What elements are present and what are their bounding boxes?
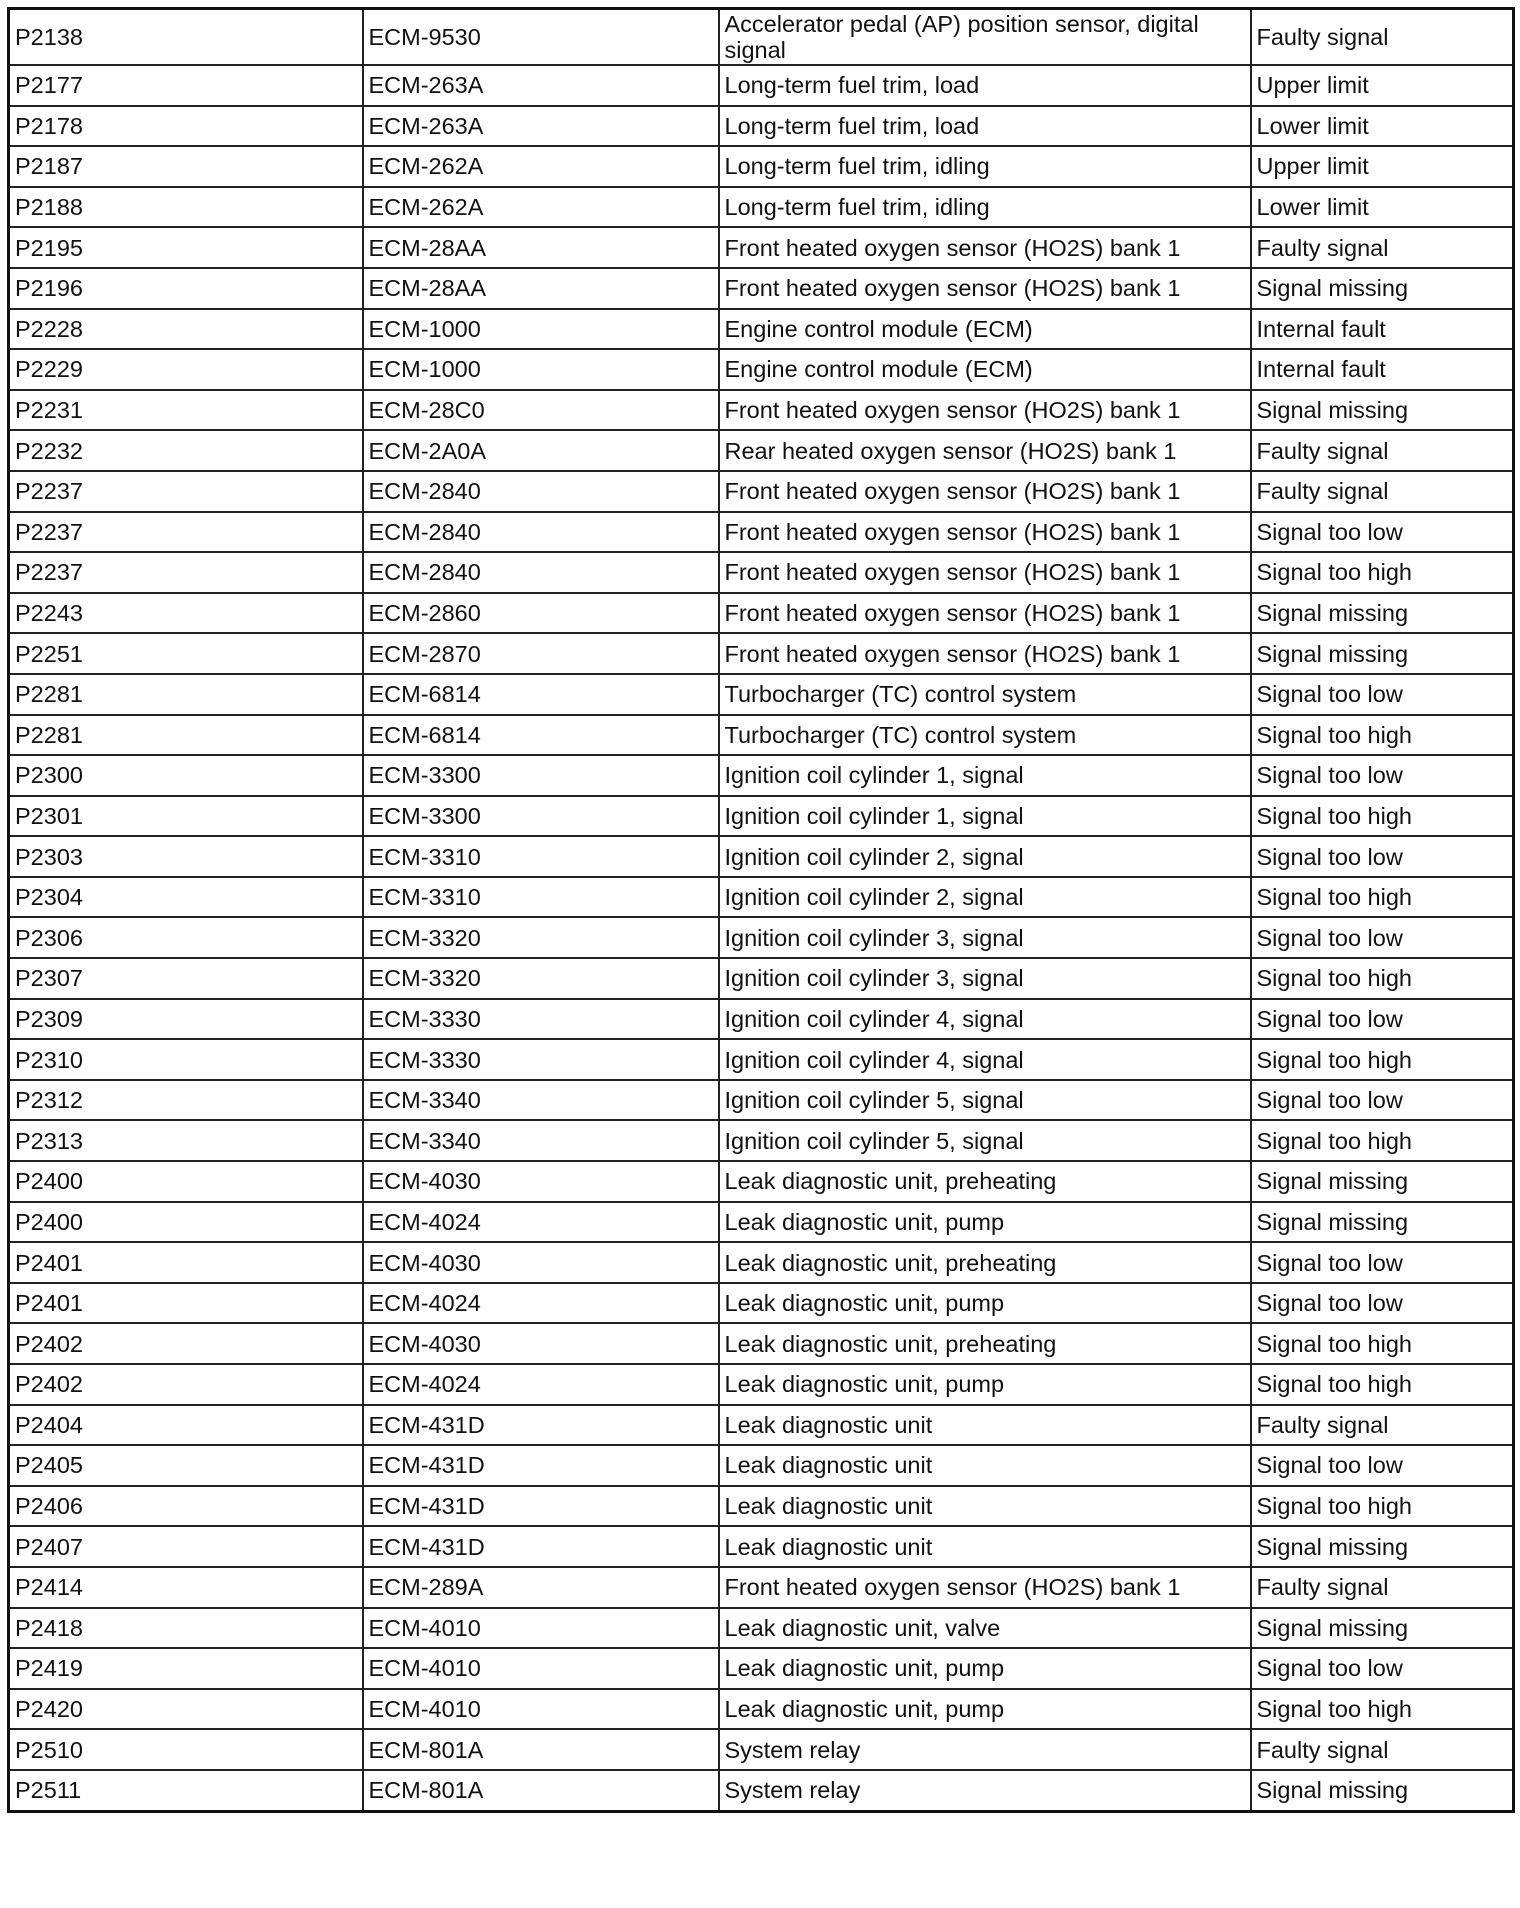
dtc-code-cell: P2231 [9,390,363,431]
ecm-code-cell: ECM-4024 [363,1364,719,1405]
component-cell: Ignition coil cylinder 4, signal [719,999,1251,1040]
table-row [9,1567,1514,1608]
status-cell: Signal too low [1251,836,1514,877]
table-row [9,1323,1514,1364]
dtc-code-cell: P2281 [9,715,363,756]
table-row [9,1526,1514,1567]
table-row [9,390,1514,431]
ecm-code-cell: ECM-4024 [363,1202,719,1243]
table-row [9,9,1514,66]
status-cell: Faulty signal [1251,1729,1514,1770]
status-cell: Signal too high [1251,796,1514,837]
ecm-code-cell: ECM-6814 [363,674,719,715]
component-cell: Leak diagnostic unit, preheating [719,1323,1251,1364]
table-row [9,430,1514,471]
ecm-code-cell: ECM-4030 [363,1242,719,1283]
status-cell: Signal too high [1251,877,1514,918]
table-row [9,1242,1514,1283]
table-row [9,1445,1514,1486]
dtc-code-cell: P2195 [9,227,363,268]
component-cell: Front heated oxygen sensor (HO2S) bank 1 [719,633,1251,674]
component-cell: Leak diagnostic unit, preheating [719,1161,1251,1202]
status-cell: Signal missing [1251,633,1514,674]
table-row [9,1648,1514,1689]
status-cell: Internal fault [1251,349,1514,390]
table-row [9,552,1514,593]
ecm-code-cell: ECM-2840 [363,512,719,553]
component-cell: Leak diagnostic unit, pump [719,1648,1251,1689]
ecm-code-cell: ECM-9530 [363,9,719,66]
component-cell: Accelerator pedal (AP) position sensor, digital signal [719,9,1251,66]
ecm-code-cell: ECM-1000 [363,309,719,350]
dtc-code-cell: P2401 [9,1242,363,1283]
dtc-code-cell: P2313 [9,1120,363,1161]
status-cell: Signal too high [1251,1364,1514,1405]
table-row [9,1405,1514,1446]
ecm-code-cell: ECM-289A [363,1567,719,1608]
ecm-code-cell: ECM-263A [363,106,719,147]
component-cell: Front heated oxygen sensor (HO2S) bank 1 [719,471,1251,512]
dtc-code-cell: P2312 [9,1080,363,1121]
table-row [9,877,1514,918]
status-cell: Signal too low [1251,1080,1514,1121]
table-row [9,309,1514,350]
status-cell: Faulty signal [1251,9,1514,66]
component-cell: Leak diagnostic unit, preheating [719,1242,1251,1283]
status-cell: Internal fault [1251,309,1514,350]
table-row [9,512,1514,553]
dtc-code-cell: P2228 [9,309,363,350]
component-cell: Leak diagnostic unit [719,1405,1251,1446]
component-cell: Leak diagnostic unit, pump [719,1689,1251,1730]
component-cell: Long-term fuel trim, load [719,65,1251,106]
component-cell: System relay [719,1729,1251,1770]
status-cell: Signal missing [1251,593,1514,634]
ecm-code-cell: ECM-431D [363,1526,719,1567]
component-cell: Leak diagnostic unit [719,1526,1251,1567]
table-row [9,1039,1514,1080]
status-cell: Signal too high [1251,1120,1514,1161]
dtc-code-cell: P2309 [9,999,363,1040]
ecm-code-cell: ECM-801A [363,1729,719,1770]
component-cell: Rear heated oxygen sensor (HO2S) bank 1 [719,430,1251,471]
ecm-code-cell: ECM-263A [363,65,719,106]
status-cell: Signal too low [1251,917,1514,958]
dtc-code-cell: P2405 [9,1445,363,1486]
status-cell: Signal too high [1251,1689,1514,1730]
ecm-code-cell: ECM-3300 [363,755,719,796]
ecm-code-cell: ECM-2870 [363,633,719,674]
table-row [9,227,1514,268]
dtc-code-cell: P2414 [9,1567,363,1608]
dtc-code-cell: P2304 [9,877,363,918]
dtc-code-cell: P2196 [9,268,363,309]
dtc-table-body [9,9,1514,1812]
component-cell: Long-term fuel trim, idling [719,146,1251,187]
table-row [9,471,1514,512]
status-cell: Faulty signal [1251,1405,1514,1446]
component-cell: Leak diagnostic unit, pump [719,1202,1251,1243]
component-cell: Front heated oxygen sensor (HO2S) bank 1 [719,390,1251,431]
dtc-code-cell: P2187 [9,146,363,187]
component-cell: Ignition coil cylinder 1, signal [719,755,1251,796]
dtc-code-cell: P2281 [9,674,363,715]
dtc-code-cell: P2232 [9,430,363,471]
ecm-code-cell: ECM-4030 [363,1161,719,1202]
dtc-code-cell: P2402 [9,1364,363,1405]
table-row [9,1080,1514,1121]
status-cell: Signal missing [1251,1608,1514,1649]
table-row [9,836,1514,877]
ecm-code-cell: ECM-4010 [363,1608,719,1649]
ecm-code-cell: ECM-28C0 [363,390,719,431]
component-cell: Ignition coil cylinder 2, signal [719,836,1251,877]
ecm-code-cell: ECM-4024 [363,1283,719,1324]
ecm-code-cell: ECM-28AA [363,227,719,268]
status-cell: Signal too high [1251,1486,1514,1527]
status-cell: Signal too low [1251,512,1514,553]
component-cell: Front heated oxygen sensor (HO2S) bank 1 [719,593,1251,634]
ecm-code-cell: ECM-3320 [363,917,719,958]
component-cell: Front heated oxygen sensor (HO2S) bank 1 [719,552,1251,593]
dtc-code-cell: P2419 [9,1648,363,1689]
ecm-code-cell: ECM-4030 [363,1323,719,1364]
table-row [9,1120,1514,1161]
status-cell: Signal missing [1251,390,1514,431]
table-row [9,1729,1514,1770]
status-cell: Signal too low [1251,674,1514,715]
dtc-code-cell: P2243 [9,593,363,634]
dtc-code-cell: P2301 [9,796,363,837]
component-cell: Ignition coil cylinder 3, signal [719,958,1251,999]
component-cell: Ignition coil cylinder 4, signal [719,1039,1251,1080]
table-row [9,674,1514,715]
ecm-code-cell: ECM-2840 [363,552,719,593]
dtc-code-cell: P2237 [9,552,363,593]
status-cell: Signal too low [1251,999,1514,1040]
table-row [9,715,1514,756]
status-cell: Faulty signal [1251,430,1514,471]
ecm-code-cell: ECM-28AA [363,268,719,309]
dtc-code-cell: P2307 [9,958,363,999]
ecm-code-cell: ECM-3320 [363,958,719,999]
dtc-code-cell: P2237 [9,471,363,512]
dtc-code-cell: P2310 [9,1039,363,1080]
component-cell: Ignition coil cylinder 1, signal [719,796,1251,837]
component-cell: Leak diagnostic unit, valve [719,1608,1251,1649]
dtc-table-container [7,7,1515,1813]
ecm-code-cell: ECM-431D [363,1405,719,1446]
component-cell: Long-term fuel trim, load [719,106,1251,147]
status-cell: Signal too high [1251,715,1514,756]
component-cell: Ignition coil cylinder 2, signal [719,877,1251,918]
ecm-code-cell: ECM-2860 [363,593,719,634]
status-cell: Lower limit [1251,106,1514,147]
component-cell: Ignition coil cylinder 3, signal [719,917,1251,958]
status-cell: Faulty signal [1251,227,1514,268]
component-cell: Leak diagnostic unit, pump [719,1283,1251,1324]
ecm-code-cell: ECM-3310 [363,836,719,877]
table-row [9,1689,1514,1730]
dtc-code-cell: P2400 [9,1161,363,1202]
table-row [9,917,1514,958]
component-cell: Front heated oxygen sensor (HO2S) bank 1 [719,227,1251,268]
status-cell: Signal too low [1251,1283,1514,1324]
component-cell: Leak diagnostic unit [719,1445,1251,1486]
dtc-table [7,7,1515,1813]
ecm-code-cell: ECM-6814 [363,715,719,756]
status-cell: Upper limit [1251,146,1514,187]
ecm-code-cell: ECM-2A0A [363,430,719,471]
status-cell: Signal too low [1251,1648,1514,1689]
component-cell: Engine control module (ECM) [719,349,1251,390]
dtc-code-cell: P2178 [9,106,363,147]
table-row [9,1770,1514,1811]
dtc-code-cell: P2400 [9,1202,363,1243]
ecm-code-cell: ECM-3300 [363,796,719,837]
component-cell: Engine control module (ECM) [719,309,1251,350]
ecm-code-cell: ECM-262A [363,146,719,187]
ecm-code-cell: ECM-262A [363,187,719,228]
component-cell: Turbocharger (TC) control system [719,715,1251,756]
component-cell: Ignition coil cylinder 5, signal [719,1120,1251,1161]
component-cell: System relay [719,1770,1251,1811]
table-row [9,1608,1514,1649]
dtc-code-cell: P2177 [9,65,363,106]
dtc-code-cell: P2401 [9,1283,363,1324]
dtc-code-cell: P2420 [9,1689,363,1730]
ecm-code-cell: ECM-3330 [363,999,719,1040]
component-cell: Turbocharger (TC) control system [719,674,1251,715]
table-row [9,349,1514,390]
dtc-code-cell: P2418 [9,1608,363,1649]
dtc-code-cell: P2237 [9,512,363,553]
status-cell: Lower limit [1251,187,1514,228]
status-cell: Signal too low [1251,1242,1514,1283]
table-row [9,999,1514,1040]
ecm-code-cell: ECM-801A [363,1770,719,1811]
table-row [9,187,1514,228]
table-row [9,146,1514,187]
dtc-code-cell: P2138 [9,9,363,66]
status-cell: Signal too high [1251,958,1514,999]
dtc-code-cell: P2406 [9,1486,363,1527]
dtc-code-cell: P2251 [9,633,363,674]
dtc-code-cell: P2402 [9,1323,363,1364]
component-cell: Leak diagnostic unit, pump [719,1364,1251,1405]
ecm-code-cell: ECM-4010 [363,1648,719,1689]
table-row [9,1364,1514,1405]
status-cell: Signal too high [1251,1323,1514,1364]
status-cell: Signal too low [1251,755,1514,796]
status-cell: Faulty signal [1251,471,1514,512]
status-cell: Signal missing [1251,268,1514,309]
ecm-code-cell: ECM-1000 [363,349,719,390]
status-cell: Signal too high [1251,552,1514,593]
status-cell: Signal missing [1251,1202,1514,1243]
table-row [9,268,1514,309]
table-row [9,796,1514,837]
dtc-code-cell: P2511 [9,1770,363,1811]
dtc-code-cell: P2306 [9,917,363,958]
status-cell: Faulty signal [1251,1567,1514,1608]
status-cell: Upper limit [1251,65,1514,106]
ecm-code-cell: ECM-431D [363,1445,719,1486]
table-row [9,1161,1514,1202]
table-row [9,633,1514,674]
component-cell: Ignition coil cylinder 5, signal [719,1080,1251,1121]
dtc-code-cell: P2188 [9,187,363,228]
table-row [9,1283,1514,1324]
table-row [9,106,1514,147]
status-cell: Signal missing [1251,1161,1514,1202]
ecm-code-cell: ECM-3330 [363,1039,719,1080]
component-cell: Front heated oxygen sensor (HO2S) bank 1 [719,1567,1251,1608]
component-cell: Front heated oxygen sensor (HO2S) bank 1 [719,512,1251,553]
dtc-code-cell: P2229 [9,349,363,390]
table-row [9,1202,1514,1243]
table-row [9,755,1514,796]
dtc-code-cell: P2300 [9,755,363,796]
table-row [9,1486,1514,1527]
dtc-code-cell: P2303 [9,836,363,877]
ecm-code-cell: ECM-2840 [363,471,719,512]
dtc-code-cell: P2407 [9,1526,363,1567]
component-cell: Front heated oxygen sensor (HO2S) bank 1 [719,268,1251,309]
ecm-code-cell: ECM-3310 [363,877,719,918]
table-row [9,958,1514,999]
ecm-code-cell: ECM-3340 [363,1120,719,1161]
status-cell: Signal too high [1251,1039,1514,1080]
component-cell: Leak diagnostic unit [719,1486,1251,1527]
dtc-code-cell: P2404 [9,1405,363,1446]
status-cell: Signal missing [1251,1526,1514,1567]
ecm-code-cell: ECM-431D [363,1486,719,1527]
table-row [9,65,1514,106]
dtc-code-cell: P2510 [9,1729,363,1770]
ecm-code-cell: ECM-4010 [363,1689,719,1730]
table-row [9,593,1514,634]
status-cell: Signal missing [1251,1770,1514,1811]
ecm-code-cell: ECM-3340 [363,1080,719,1121]
status-cell: Signal too low [1251,1445,1514,1486]
component-cell: Long-term fuel trim, idling [719,187,1251,228]
